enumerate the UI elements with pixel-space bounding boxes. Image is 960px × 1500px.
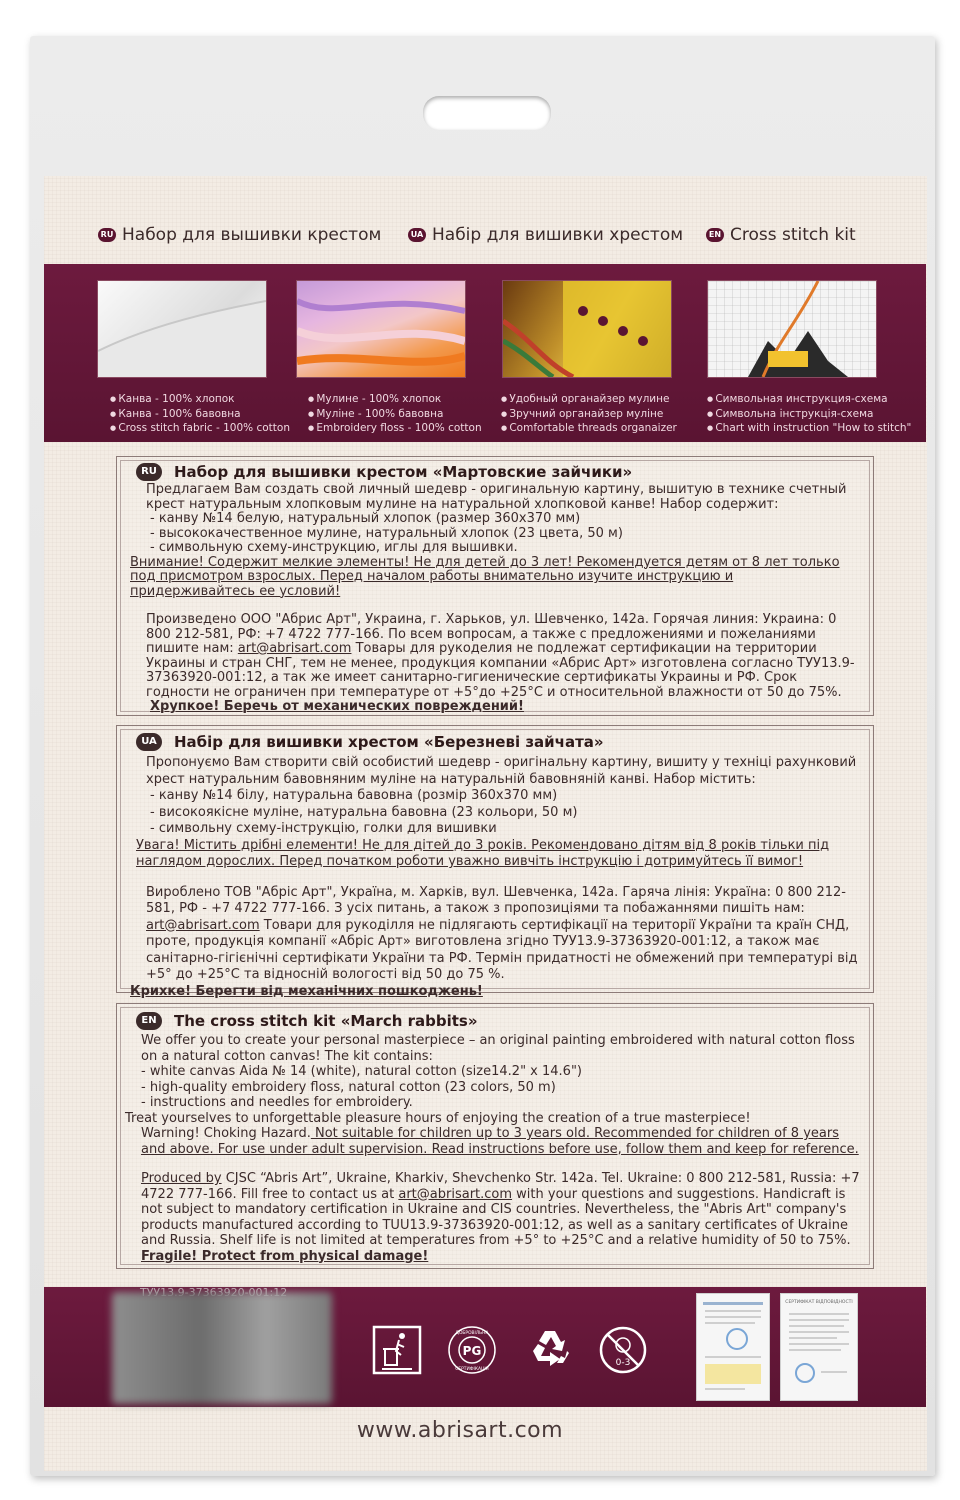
ru-badge: RU <box>136 463 162 481</box>
feature-line: ● Символьная инструкция-схема <box>707 392 921 407</box>
pattern-chart-icon <box>708 281 876 377</box>
feature-line: ● Символьна інструкція-схема <box>707 407 921 422</box>
en-warning-lead: Warning! Choking Hazard. <box>141 1126 311 1141</box>
section-ru-title: Набор для вышивки крестом «Мартовские зайчики» <box>174 463 633 481</box>
feature-line: ● Comfortable threads organaizer <box>501 421 701 436</box>
feature-line: ● Мулине - 100% хлопок <box>308 392 508 407</box>
ua-item: - канву №14 білу, натуральна бавовна (розмір 360x370 мм) <box>150 788 558 803</box>
organizer-icon <box>503 281 671 377</box>
en-badge: EN <box>706 228 724 242</box>
en-producer-text-a: CJSC “Abris Art”, Ukraine, Kharkiv, Shevchenko Str. 142a. Tel. Ukraine: 0 800 212-581, Russia: +7 4722 777-166. Fill free to contact us at <box>141 1171 860 1202</box>
chart-image <box>707 280 877 378</box>
en-fragile: Fragile! Protect from physical damage! <box>141 1248 429 1264</box>
feature-canvas <box>110 392 310 436</box>
pg-label: PG <box>462 1344 482 1358</box>
ua-badge: UA <box>136 733 162 751</box>
ua-fragile: Крихке! Берегти від механічних пошкоджень! <box>130 983 483 999</box>
ru-item: - высококачественное мулине, натуральный хлопок (23 цвета, 50 м) <box>150 525 623 541</box>
en-badge: EN <box>136 1012 162 1030</box>
ua-item: - символьну схему-інструкцію, голки для вишивки <box>150 821 497 836</box>
organizer-image <box>502 280 672 378</box>
feature-line: ● Канва - 100% хлопок <box>110 392 310 407</box>
section-en-body <box>125 1033 865 1264</box>
ua-producer-text-b: Товари для рукоділля не підлягають сертифікації на території України та країн СНД, проте, продукція компанії «Абріс Арт» виготовлена згідно ТУУ13.9-37363920-001:12, а також має санітарно-гігієнічні сертифікати України та РФ. Термін придатності не обмежений при температурі від +5° до +25°С та відносній вологості від 50 до 75 %. <box>146 917 858 982</box>
certificate-ru-image <box>780 1293 858 1401</box>
ru-email-link[interactable]: art@abrisart.com <box>237 641 352 656</box>
section-ua-title: Набір для вишивки хрестом «Березневі зайчата» <box>174 733 604 751</box>
feature-line: ● Chart with instruction "How to stitch" <box>707 421 921 436</box>
en-item: - instructions and needles for embroidery. <box>141 1095 413 1110</box>
feature-organizer <box>501 392 701 436</box>
en-item: - white canvas Aida № 14 (white), natural cotton (size14.2" x 14.6") <box>141 1064 582 1079</box>
en-item: - high-quality embroidery floss, natural cotton (23 colors, 50 m) <box>141 1079 556 1095</box>
feature-line: ● Cross stitch fabric - 100% cotton <box>110 421 310 436</box>
feature-chart <box>707 392 921 436</box>
en-warning-text: Not suitable for children up to 3 years old. Recommended for children of 8 years and above. For use under adult supervision. Read instructions before use, follow them and keep for reference. <box>141 1126 859 1157</box>
lang-title-ua-label: Набір для вишивки хрестом <box>432 225 684 245</box>
section-ru-header <box>136 463 632 481</box>
ua-intro: Пропонуємо Вам створити свій особистий шедевр - оригінальну картину, вишиту у техніці рахунковий хрест натуральним бавовняним муліне на натуральній бавовняній канві. Набор містить: <box>146 755 857 787</box>
feature-line: ● Канва - 100% бавовна <box>110 407 310 422</box>
en-produced-by: Produced by <box>141 1171 222 1186</box>
en-warning <box>125 1126 865 1157</box>
en-treat: Treat yourselves to unforgettable pleasure hours of enjoying the creation of a true masterpiece! <box>125 1110 751 1126</box>
canvas-image <box>97 280 267 378</box>
recycle-icon <box>525 1325 575 1375</box>
lang-title-en <box>706 222 856 248</box>
ru-producer-text-b: Товары для рукоделия не подлежат сертификации на территории Украины и стран СНГ, тем не менее, продукция компании «Абрис Арт» изготовлена согласно ТУУ13.9-37363920-001:12, а так же имеет санитарно-гигиенические сертификаты Украины и РФ. Срок годности не ограничен при температуре от +5°до +25°С и относительной влажности от 50 до 75%. <box>146 641 855 700</box>
certificate-ua-image <box>696 1293 770 1401</box>
feature-floss <box>308 392 508 436</box>
feature-line: ● Embroidery floss - 100% cotton <box>308 421 508 436</box>
ua-producer-text-a: Вироблено ТОВ "Абріс Арт", Україна, м. Харків, вул. Шевченка, 142а. Гаряча лінія: Україна: 0 800 212-581, РФ - +7 4722 777-166. З усіх питань, а також з пропозиціями та побажаннями пишіть нам: <box>146 884 846 916</box>
en-email-link[interactable]: art@abrisart.com <box>398 1186 513 1202</box>
hanger-hole <box>423 96 551 130</box>
ru-producer <box>130 613 860 700</box>
floss-skeins-icon <box>297 281 465 377</box>
ua-item: - високоякісне муліне, натуральна бавовна (23 кольори, 50 м) <box>150 804 578 820</box>
ua-warning: Увага! Містить дрібні елементи! Не для дітей до 3 років. Рекомендовано дітям від 8 років тільки під наглядом дорослих. Перед початком роботи уважно вивчіть інструкцію і дотримуйтесь її вимог! <box>136 837 830 869</box>
pg-bottom-text: СЕРТИФІКАЦІЯ <box>455 1367 489 1372</box>
ru-warning: Внимание! Содержит мелкие элементы! Не для детей до 3 лет! Рекомендуется детям от 8 лет только под присмотром взрослых. Перед началом работы внимательно изучите инструкцию и придерживайтесь ее условий! <box>130 554 840 599</box>
age-label: 0-3 <box>615 1358 631 1368</box>
canvas-fabric-icon <box>98 281 266 377</box>
section-ua-header <box>136 733 604 751</box>
no-under-3-icon <box>598 1325 648 1375</box>
certificate-document-icon <box>697 1294 769 1400</box>
feature-line: ● Удобный органайзер мулине <box>501 392 701 407</box>
ru-item: - символьную схему-инструкцию, иглы для вышивки. <box>150 540 518 555</box>
floss-image <box>296 280 466 378</box>
feature-line: ● Муліне - 100% бавовна <box>308 407 508 422</box>
en-producer <box>125 1171 865 1249</box>
ru-intro: Предлагаем Вам создать свой личный шедевр - оригинальную картину, вышитую в технике счетный крест натуральным хлопковым мулине на натуральной хлопковой канве! Набор содержит: <box>146 482 847 512</box>
feature-line: ● Зручний органайзер муліне <box>501 407 701 422</box>
lang-title-en-label: Cross stitch kit <box>730 225 856 245</box>
section-ua-body <box>130 755 860 1000</box>
en-intro: We offer you to create your personal masterpiece – an original painting embroidered with natural cotton floss on a natural cotton canvas! The kit contains: <box>141 1033 855 1064</box>
certificate-document-icon <box>781 1305 857 1395</box>
pg-top-text: ДОБРОВІЛЬНА <box>455 1331 489 1336</box>
ua-badge: UA <box>408 228 426 242</box>
trash-bin-icon <box>372 1325 422 1375</box>
lang-title-ua <box>408 222 683 248</box>
ru-item: - канву №14 белую, натуральный хлопок (размер 360x370 мм) <box>150 511 581 526</box>
ru-producer-text-a: Произведено ООО "Абрис Арт", Украина, г. Харьков, ул. Шевченко, 142а. Горячая линия: Украина: 0 800 212-581, РФ: +7 4722 777-166. По всем вопросам, а также с предложениями и пожеланиями пишите нам: <box>146 612 837 656</box>
pg-certification-icon <box>447 1325 497 1375</box>
website-url[interactable]: www.abrisart.com <box>356 1418 564 1443</box>
ua-producer <box>130 885 860 984</box>
lang-title-ru <box>98 222 381 248</box>
ua-email-link[interactable]: art@abrisart.com <box>146 917 260 933</box>
section-en-header <box>136 1012 478 1030</box>
cert-title: СЕРТИФІКАТ ВІДПОВІДНОСТІ <box>785 1300 853 1305</box>
ru-fragile: Хрупкое! Беречь от механических повреждений! <box>150 699 524 714</box>
en-producer-text-b: with your questions and suggestions. Handicraft is not subject to mandatory certification in Ukraine and CIS countries. Nevertheless, the "Abris Art" company's products manufactured according to TUU13.9-37363920-001:12, as well as a sanitary certificates of Ukraine and Russia. Shelf life is not limited at temperatures from +5° to +25°C and a relative humidity of 50 to 75%. <box>141 1186 851 1248</box>
ru-badge: RU <box>98 228 116 242</box>
section-en-title: The cross stitch kit «March rabbits» <box>174 1012 478 1030</box>
section-ru-body <box>130 483 860 715</box>
barcode-blurred <box>112 1292 332 1404</box>
lang-title-ru-label: Набор для вышивки крестом <box>122 225 382 245</box>
